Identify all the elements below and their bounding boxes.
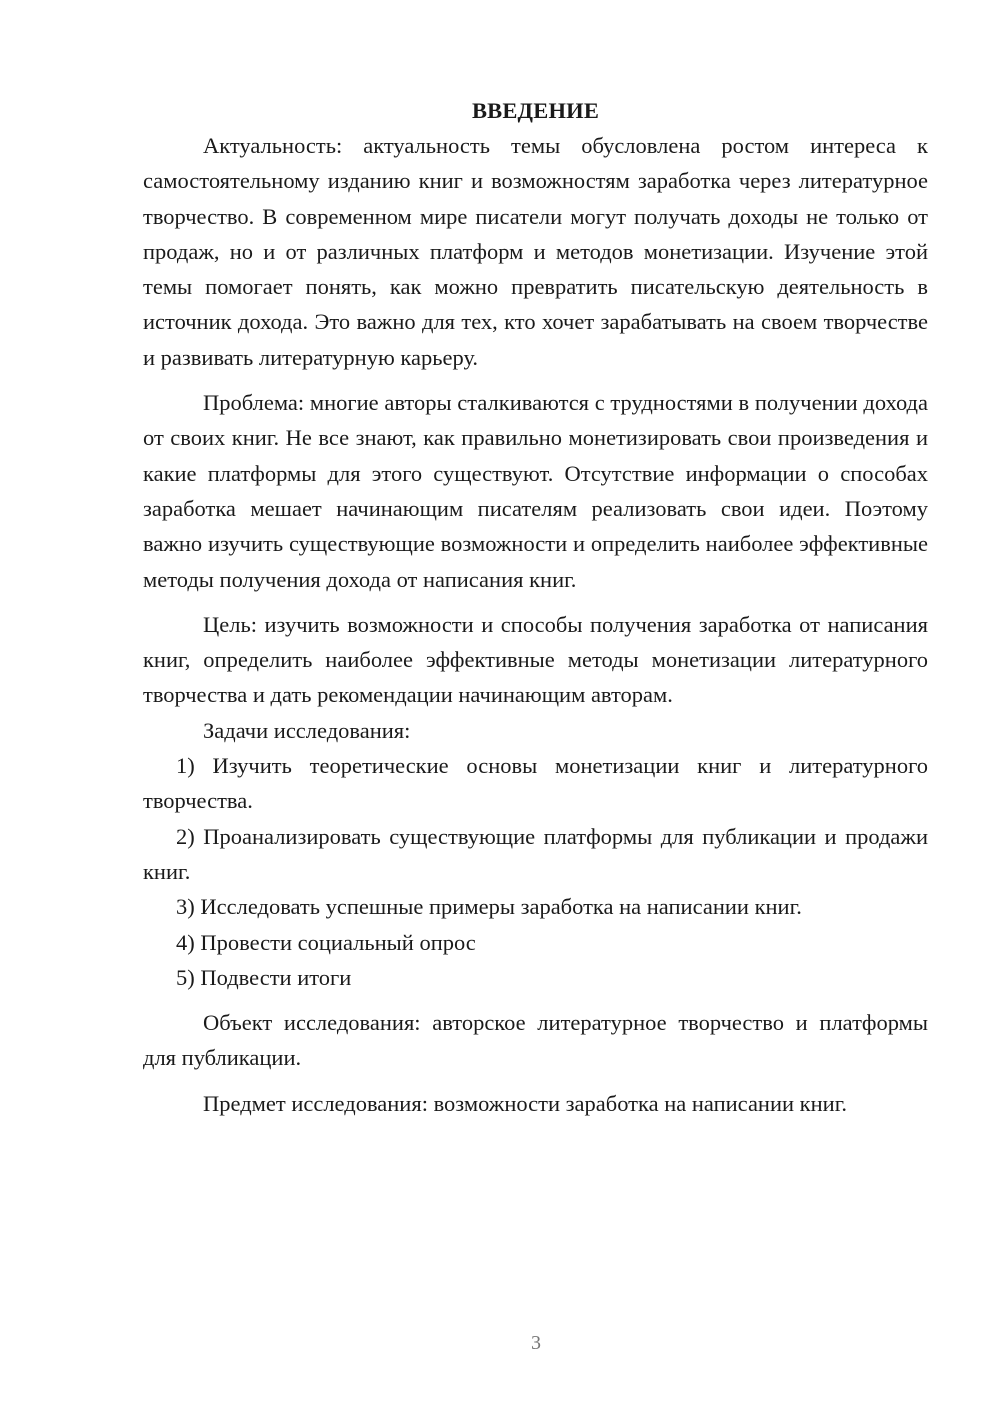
task-item-1: 1) Изучить теоретические основы монетизации книг и литературного творчества. <box>143 753 928 814</box>
paragraph-goal: Цель: изучить возможности и способы получения заработка от написания книг, определить наиболее эффективные методы монетизации литературного творчества и дать рекомендации начинающим авторам. <box>143 611 928 708</box>
task-item-5: 5) Подвести итоги <box>176 964 352 990</box>
paragraph-problem: Проблема: многие авторы сталкиваются с трудностями в получении дохода от своих книг. Не все знают, как правильно монетизировать свои произведения и какие платформы для этого существуют. Отсутствие информации о способах заработка мешает начинающим писателям реализовать свои идеи. Поэтому важно изучить существующие возможности и определить наиболее эффективные методы получения дохода от написания книг. <box>143 390 928 592</box>
paragraph-subject: Предмет исследования: возможности заработка на написании книг. <box>203 1090 848 1116</box>
tasks-heading: Задачи исследования: <box>203 717 411 743</box>
paragraph-object: Объект исследования: авторское литературное творчество и платформы для публикации. <box>143 1010 928 1071</box>
document-body <box>143 93 928 1121</box>
task-item-2: 2) Проанализировать существующие платформы для публикации и продажи книг. <box>143 823 928 884</box>
page-number: 3 <box>531 1332 541 1354</box>
page-title: ВВЕДЕНИЕ <box>471 98 600 123</box>
task-item-3: 3) Исследовать успешные примеры заработка на написании книг. <box>176 894 802 920</box>
task-item-4: 4) Провести социальный опрос <box>176 929 476 955</box>
paragraph-relevance: Актуальность: актуальность темы обусловлена ростом интереса к самостоятельному изданию книг и возможностям заработка через литературное творчество. В современном мире писатели могут получать доходы не только от продаж, но и от различных платформ и методов монетизации. Изучение этой темы помогает понять, как можно превратить писательскую деятельность в источник дохода. Это важно для тех, кто хочет зарабатывать на своем творчестве и развивать литературную карьеру. <box>143 133 928 370</box>
